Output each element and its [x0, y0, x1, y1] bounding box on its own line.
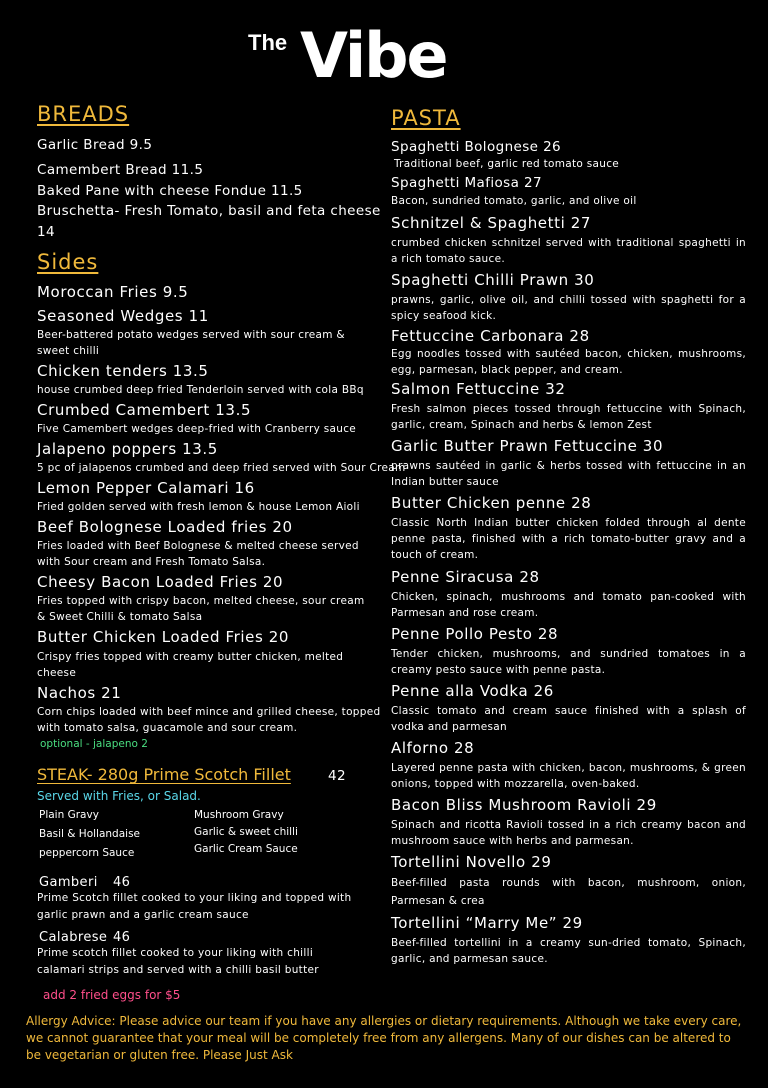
menu-item: Salmon Fettuccine 32 [391, 380, 566, 398]
menu-item-description: Fried golden served with fresh lemon & house Lemon Aioli [37, 501, 360, 513]
menu-item: Bruschetta- Fresh Tomato, basil and feta cheese [37, 203, 381, 219]
menu-item-description: Classic tomato and cream sauce finished with a splash of vodka and parmesan [391, 705, 746, 733]
menu-item: Spaghetti Mafiosa 27 [391, 175, 542, 191]
optional-note: optional - jalapeno 2 [40, 738, 148, 750]
steak-variant-description: Prime scotch fillet cooked to your liking with chilli calamari strips and served with a chilli basil butter [37, 947, 319, 976]
menu-item: Penne alla Vodka 26 [391, 682, 554, 700]
menu-item: Beef Bolognese Loaded fries 20 [37, 518, 293, 536]
menu-item-description: Corn chips loaded with beef mince and grilled cheese, topped with tomato salsa, guacamole and sour cream. [37, 706, 381, 734]
menu-item: Chicken tenders 13.5 [37, 362, 209, 380]
allergy-advice: Allergy Advice: Please advice our team if you have any allergies or dietary requirements. Although we take every care, we cannot guarantee that your meal will be completely free from any allergens. Many of our dishes can be altered to be vegetarian or gluten free. Please Just Ask [26, 1014, 742, 1062]
pasta-heading: PASTA [391, 106, 461, 130]
menu-item-description: prawns, garlic, olive oil, and chilli tossed with spaghetti for a spicy seafood kick. [391, 294, 746, 322]
menu-item: Butter Chicken penne 28 [391, 494, 592, 512]
menu-item-description: Five Camembert wedges deep-fried with Cranberry sauce [37, 423, 357, 435]
menu-item: Cheesy Bacon Loaded Fries 20 [37, 573, 284, 591]
steak-price: 42 [328, 768, 346, 784]
sauce-item: Garlic & sweet chilli [194, 826, 298, 838]
menu-item-description: Traditional beef, garlic red tomato sauce [394, 158, 620, 170]
menu-item-description: Fries loaded with Beef Bolognese & melted cheese served with Sour cream and Fresh Tomato Salsa. [37, 540, 359, 568]
menu-item: Baked Pane with cheese Fondue 11.5 [37, 183, 303, 199]
sides-heading: Sides [37, 250, 99, 274]
menu-item: Moroccan Fries 9.5 [37, 283, 189, 301]
breads-heading: BREADS [37, 102, 130, 126]
sauce-item: Garlic Cream Sauce [194, 843, 298, 855]
menu-item-description: Beef-filled pasta rounds with bacon, mushroom, onion, Parmesan & crea [391, 877, 746, 907]
logo-name: Vibe [300, 19, 447, 92]
menu-item: Jalapeno poppers 13.5 [37, 440, 218, 458]
menu-item-description: Beer-battered potato wedges served with sour cream & sweet chilli [37, 329, 345, 357]
menu-item: Alforno 28 [391, 739, 475, 757]
sauce-item: Mushroom Gravy [194, 809, 284, 821]
menu-item-description: Crispy fries topped with creamy butter chicken, melted cheese [37, 651, 344, 679]
menu-item-description: crumbed chicken schnitzel served with traditional spaghetti in a rich tomato sauce. [391, 237, 746, 265]
menu-item-description: Layered penne pasta with chicken, bacon, mushrooms, & green onions, topped with mozzarella, oven-baked. [391, 762, 746, 790]
steak-variant-name: Calabrese [39, 930, 108, 945]
sauce-item: peppercorn Sauce [39, 847, 135, 859]
logo [248, 19, 478, 92]
eggs-addon: add 2 fried eggs for $5 [43, 988, 181, 1002]
menu-item: Penne Siracusa 28 [391, 568, 540, 586]
menu-item: Seasoned Wedges 11 [37, 307, 209, 325]
steak-variant-price: 46 [113, 930, 131, 945]
menu-item: Nachos 21 [37, 684, 122, 702]
menu-item: Garlic Bread 9.5 [37, 137, 153, 153]
menu-item: Spaghetti Chilli Prawn 30 [391, 271, 595, 289]
menu-item-description: Classic North Indian butter chicken folded through al dente penne pasta, finished with a rich tomato-butter gravy and a touch of cream. [391, 517, 746, 561]
steak-variant-description: Prime Scotch fillet cooked to your liking and topped with garlic prawn and a garlic cream sauce [37, 892, 352, 921]
menu-item: Camembert Bread 11.5 [37, 162, 204, 178]
menu-item-description: Beef-filled tortellini in a creamy sun-dried tomato, Spinach, garlic, and parmesan sauce. [391, 937, 746, 965]
sauce-item: Basil & Hollandaise [39, 828, 140, 840]
menu-item: Schnitzel & Spaghetti 27 [391, 214, 592, 232]
menu-item-description: Fresh salmon pieces tossed through fettuccine with Spinach, garlic, cream, Spinach and herbs & lemon Zest [391, 403, 746, 431]
menu-item-description: house crumbed deep fried Tenderloin served with cola BBq [37, 384, 364, 396]
menu-item-description: Chicken, spinach, mushrooms and tomato pan-cooked with Parmesan and rose cream. [391, 591, 746, 619]
menu-item: Crumbed Camembert 13.5 [37, 401, 252, 419]
menu-item-description: Spinach and ricotta Ravioli tossed in a rich creamy bacon and mushroom sauce with herbs and parmesan. [391, 819, 746, 847]
menu-item-description: Bacon, sundried tomato, garlic, and olive oil [391, 195, 637, 207]
menu-item-description: Egg noodles tossed with sautéed bacon, chicken, mushrooms, egg, parmesan, black pepper, and cream. [391, 348, 746, 376]
menu-item: Butter Chicken Loaded Fries 20 [37, 628, 290, 646]
menu-item-price: 14 [37, 224, 55, 240]
menu-item: Spaghetti Bolognese 26 [391, 139, 562, 155]
menu-item: Tortellini “Marry Me” 29 [391, 914, 583, 932]
sauce-item: Plain Gravy [39, 809, 99, 821]
logo-prefix: The [248, 30, 288, 55]
menu-item-description: prawns sautéed in garlic & herbs tossed with fettuccine in an Indian butter sauce [391, 460, 746, 488]
menu-item-description: 5 pc of jalapenos crumbed and deep fried served with Sour Cream [37, 462, 406, 474]
menu-item-description: Fries topped with crispy bacon, melted cheese, sour cream & Sweet Chilli & tomato Salsa [37, 595, 365, 623]
menu-item-description: Tender chicken, mushrooms, and sundried tomatoes in a creamy pesto sauce with penne pasta. [391, 648, 746, 676]
menu-item: Tortellini Novello 29 [391, 853, 552, 871]
steak-variant-name: Gamberi [39, 875, 98, 890]
steak-heading: STEAK- 280g Prime Scotch Fillet [37, 765, 291, 784]
steak-variant-price: 46 [113, 875, 131, 890]
menu-item: Fettuccine Carbonara 28 [391, 327, 590, 345]
steak-served: Served with Fries, or Salad. [37, 789, 201, 803]
menu-item: Bacon Bliss Mushroom Ravioli 29 [391, 796, 657, 814]
menu-item: Lemon Pepper Calamari 16 [37, 479, 255, 497]
menu-item: Penne Pollo Pesto 28 [391, 625, 559, 643]
menu-item: Garlic Butter Prawn Fettuccine 30 [391, 437, 664, 455]
